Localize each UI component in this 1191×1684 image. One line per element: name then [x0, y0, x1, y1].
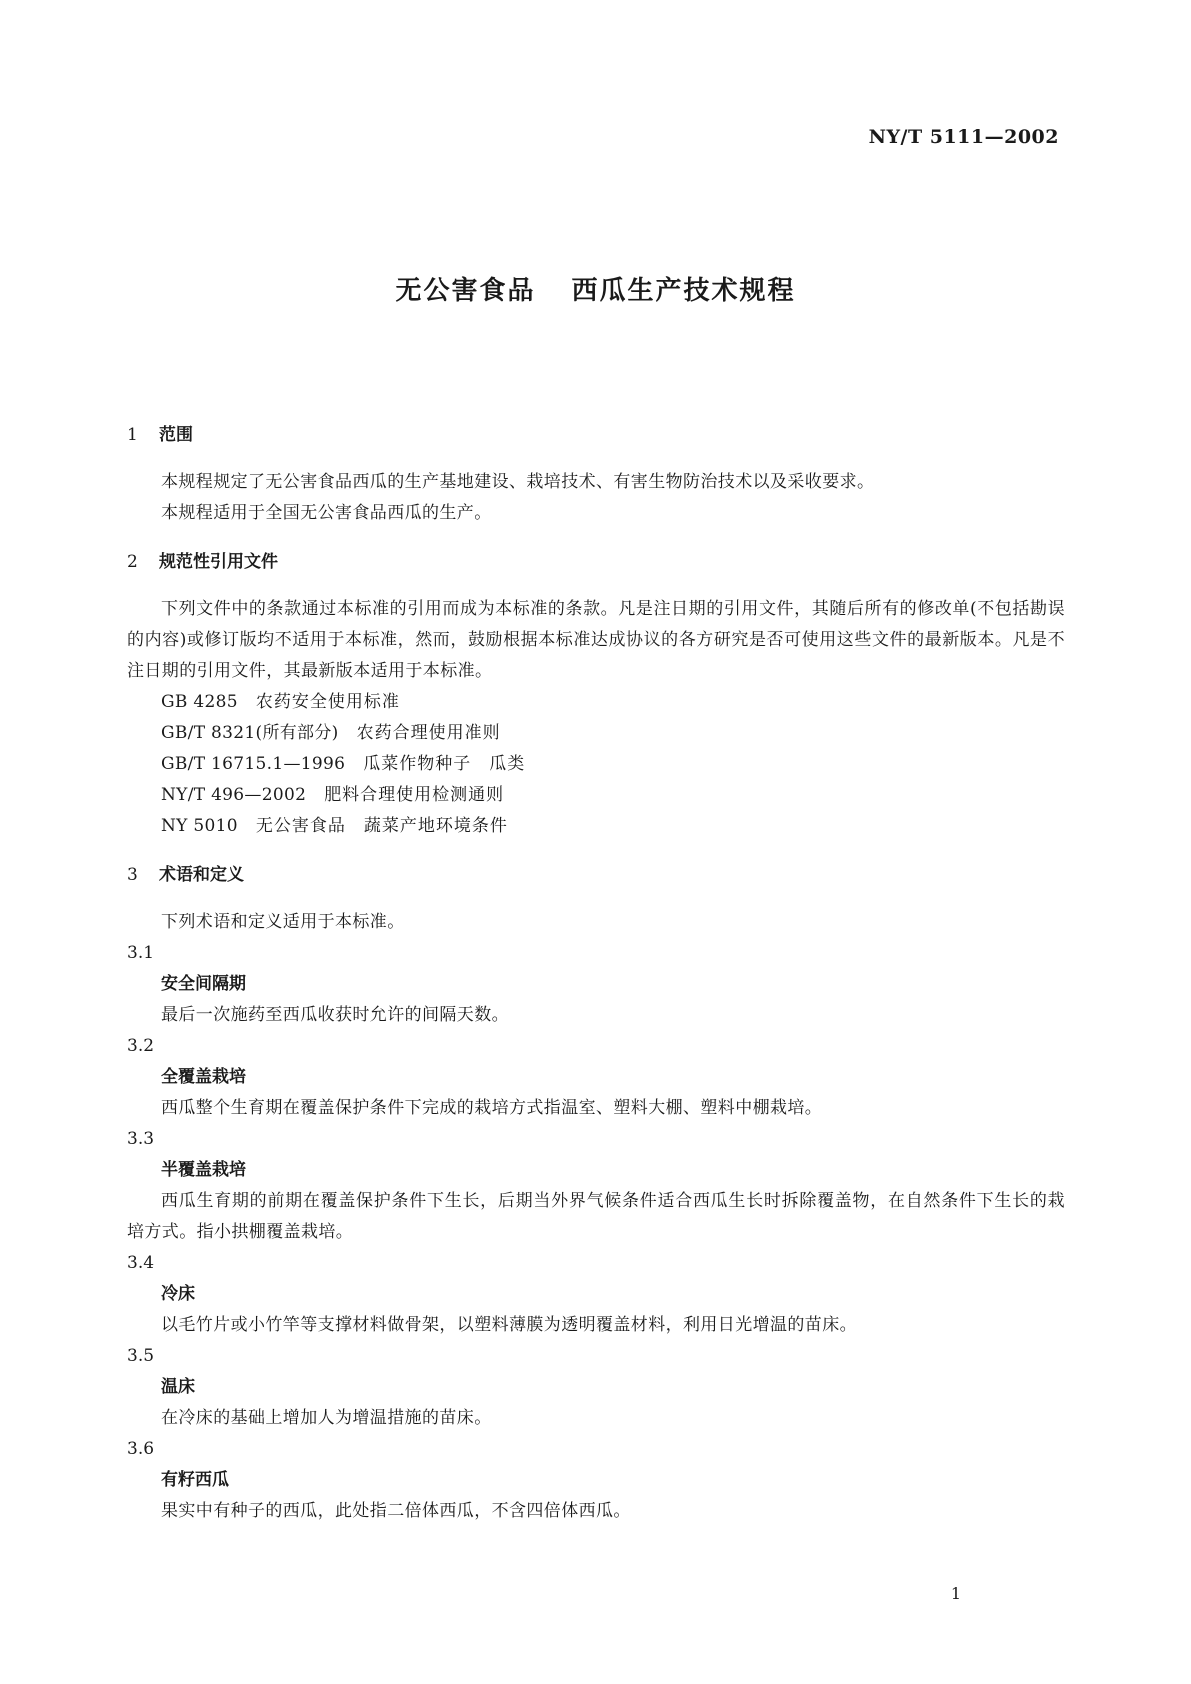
- standard-code: NY/T 5111—2002: [868, 126, 1059, 148]
- term-number: 3.5: [127, 1346, 155, 1366]
- term-definition: 在冷床的基础上增加人为增温措施的苗床。: [161, 1408, 492, 1428]
- term-name: 冷床: [161, 1284, 195, 1304]
- section-title: 规范性引用文件: [159, 552, 278, 572]
- section-heading-scope: [127, 420, 1065, 451]
- reference-item: [127, 718, 1065, 749]
- section-number: 3: [127, 865, 138, 885]
- term-number: 3.2: [127, 1036, 155, 1056]
- term-definition: 最后一次施药至西瓜收获时允许的间隔天数。: [161, 1005, 509, 1025]
- reference-code: GB 4285: [161, 692, 238, 712]
- reference-item: [127, 811, 1065, 842]
- term-definition: 西瓜整个生育期在覆盖保护条件下完成的栽培方式指温室、塑料大棚、塑料中棚栽培。: [161, 1098, 823, 1118]
- section-number: 2: [127, 552, 138, 572]
- section-heading-normative-references: [127, 547, 1065, 578]
- term-number: 3.6: [127, 1439, 155, 1459]
- section-heading-terms: [127, 860, 1065, 891]
- reference-name: 无公害食品 蔬菜产地环境条件: [255, 816, 508, 836]
- paragraph: 下列术语和定义适用于本标准。: [161, 912, 405, 932]
- paragraph: 本规程适用于全国无公害食品西瓜的生产。: [161, 503, 492, 523]
- reference-name: 农药安全使用标准: [255, 692, 400, 712]
- title-part-1: 无公害食品: [395, 276, 536, 306]
- section-title: 术语和定义: [159, 865, 244, 885]
- title-part-2: 西瓜生产技术规程: [571, 276, 796, 306]
- reference-name: 农药合理使用准则: [356, 723, 501, 743]
- term-definition: 果实中有种子的西瓜，此处指二倍体西瓜，不含四倍体西瓜。: [161, 1501, 631, 1521]
- term-name: 有籽西瓜: [161, 1470, 229, 1490]
- reference-code: NY 5010: [161, 816, 238, 836]
- term-name: 半覆盖栽培: [161, 1160, 246, 1180]
- term-definition: 西瓜生育期的前期在覆盖保护条件下生长，后期当外界气候条件适合西瓜生长时拆除覆盖物，在自然条件下生长的栽培方式。指小拱棚覆盖栽培。: [127, 1191, 1065, 1242]
- reference-code: GB/T 8321(所有部分): [161, 723, 339, 743]
- reference-code: NY/T 496—2002: [161, 785, 307, 805]
- reference-code: GB/T 16715.1—1996: [161, 754, 346, 774]
- term-number: 3.3: [127, 1129, 155, 1149]
- paragraph: 本规程规定了无公害食品西瓜的生产基地建设、栽培技术、有害生物防治技术以及采收要求。: [161, 472, 875, 492]
- paragraph: 下列文件中的条款通过本标准的引用而成为本标准的条款。凡是注日期的引用文件，其随后所有的修改单(不包括勘误的内容)或修订版均不适用于本标准，然而，鼓励根据本标准达成协议的各方研究是否可使用这些文件的最新版本。凡是不注日期的引用文件，其最新版本适用于本标准。: [127, 599, 1065, 681]
- term-definition: 以毛竹片或小竹竿等支撑材料做骨架，以塑料薄膜为透明覆盖材料，利用日光增温的苗床。: [161, 1315, 857, 1335]
- page-number: 1: [950, 1584, 961, 1603]
- term-number: 3.1: [127, 943, 155, 963]
- section-number: 1: [127, 425, 138, 445]
- reference-item: [127, 749, 1065, 780]
- reference-item: [127, 780, 1065, 811]
- reference-name: 瓜菜作物种子 瓜类: [363, 754, 526, 774]
- term-number: 3.4: [127, 1253, 155, 1273]
- document-body: [127, 420, 1065, 1527]
- section-title: 范围: [159, 425, 193, 445]
- term-name: 全覆盖栽培: [161, 1067, 246, 1087]
- reference-list: [127, 687, 1065, 842]
- term-name: 温床: [161, 1377, 195, 1397]
- document-title: [0, 270, 1191, 307]
- reference-item: [127, 687, 1065, 718]
- term-name: 安全间隔期: [161, 974, 246, 994]
- reference-name: 肥料合理使用检测通则: [324, 785, 505, 805]
